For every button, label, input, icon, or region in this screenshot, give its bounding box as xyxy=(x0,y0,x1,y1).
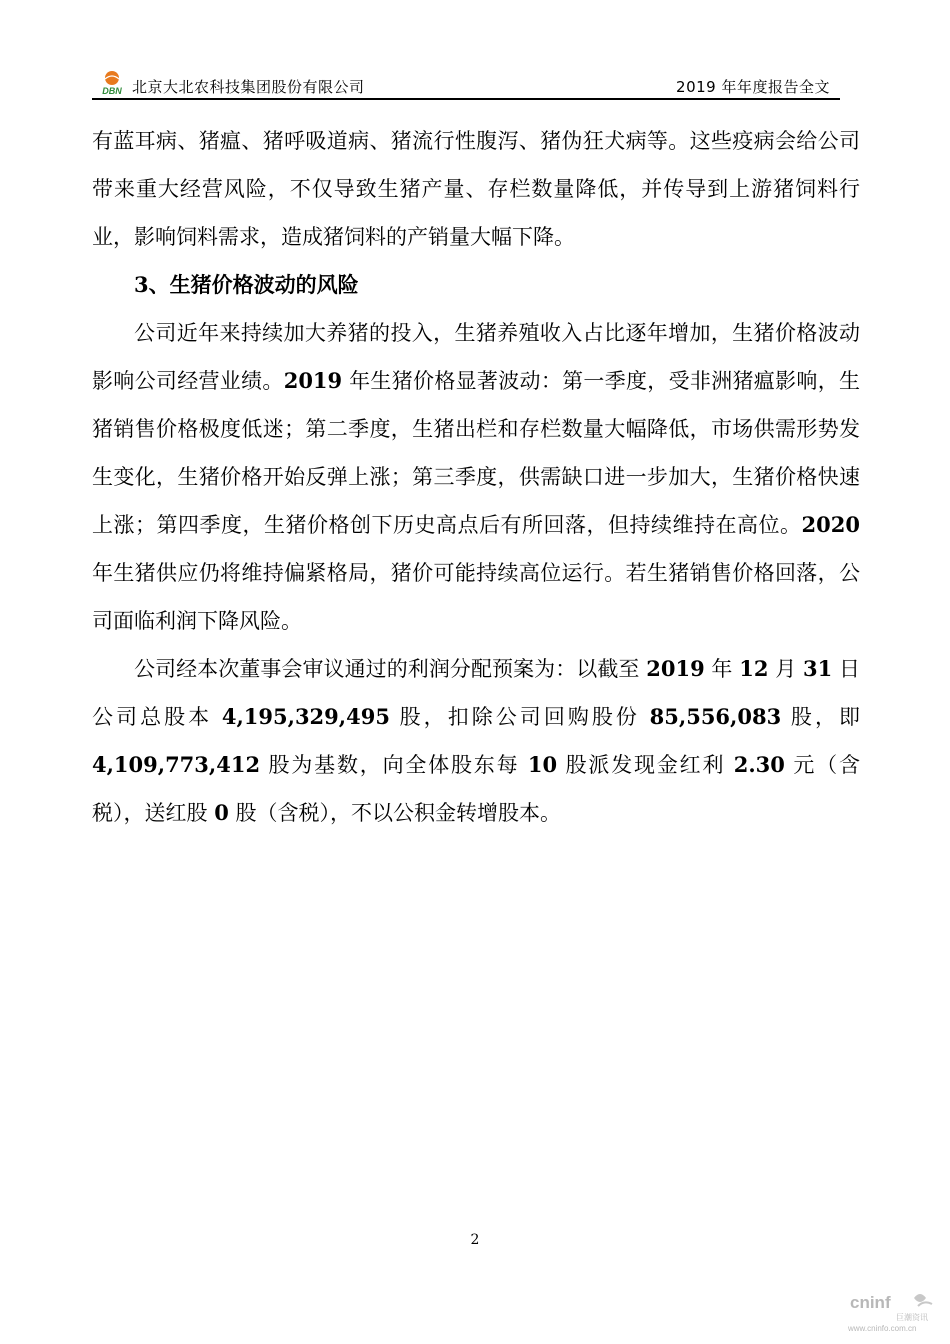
logo-text: DBN xyxy=(102,86,122,96)
paragraph-price-risk: 公司近年来持续加大养猪的投入，生猪养殖收入占比逐年增加，生猪价格波动影响公司经营业绩。2019 年生猪价格显著波动：第一季度，受非洲猪瘟影响，生猪销售价格极度低迷；第二季度，生猪出栏和存栏数量大幅降低，市场供需形势发生变化，生猪价格开始反弹上涨；第三季度，供需缺口进一步加大，生猪价格快速上涨；第四季度，生猪价格创下历史高点后有所回落，但持续维持在高位。2020 年生猪供应仍将维持偏紧格局，猪价可能持续高位运行。若生猪销售价格回落，公司面临利润下降风险。 xyxy=(92,321,860,633)
page-header xyxy=(92,68,840,98)
watermark-url: www.cninfo.com.cn xyxy=(848,1324,917,1333)
header-divider xyxy=(92,98,840,100)
paragraph-disease-risk: 有蓝耳病、猪瘟、猪呼吸道病、猪流行性腹泻、猪伪狂犬病等。这些疫病会给公司带来重大经营风险，不仅导致生猪产量、存栏数量降低，并传导到上游猪饲料行业，影响饲料需求，造成猪饲料的产销量大幅下降。 xyxy=(92,129,860,249)
page-number: 2 xyxy=(470,1232,480,1248)
header-company-name: 北京大北农科技集团股份有限公司 xyxy=(132,78,365,96)
document-body xyxy=(92,117,860,837)
paragraph-profit-distribution: 公司经本次董事会审议通过的利润分配预案为：以截至 2019 年 12 月 31 日公司总股本 4,195,329,495 股，扣除公司回购股份 85,556,083 股，即 4,109,773,412 股为基数，向全体股东每 10 股派发现金红利 2.30 元（含税），送红股 0 股（含税），不以公积金转增股本。 xyxy=(92,656,860,825)
section-heading: 3、生猪价格波动的风险 xyxy=(134,272,359,297)
header-report-title: 2019 年年度报告全文 xyxy=(676,78,830,96)
dbn-logo-icon xyxy=(92,70,132,96)
cninfo-watermark-icon xyxy=(848,1286,940,1334)
watermark-brand: cninf xyxy=(850,1293,891,1312)
watermark-cn-name: 巨潮资讯 xyxy=(896,1313,928,1322)
